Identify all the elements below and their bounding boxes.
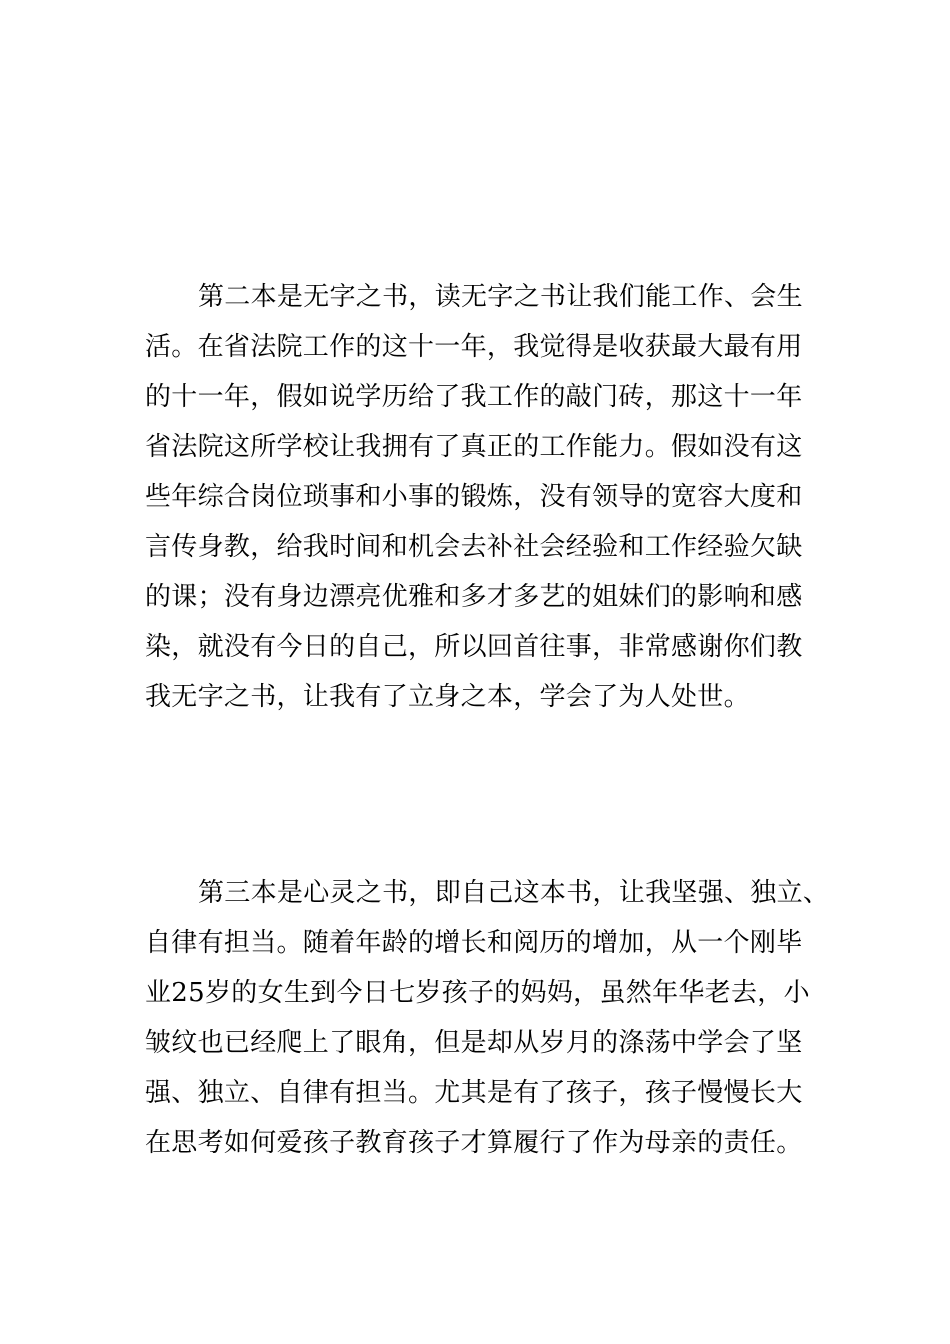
- paragraph-first-book: [145, 272, 845, 722]
- paragraph-line: 活。在省法院工作的这十一年，我觉得是收获最大最有用: [145, 332, 803, 362]
- paragraph-line: 强、独立、自律有担当。尤其是有了孩子，孩子慢慢长大: [145, 1078, 803, 1108]
- paragraph-third-book: [145, 868, 845, 1168]
- paragraph-line: 染，就没有今日的自己，所以回首往事，非常感谢你们教: [145, 632, 803, 662]
- paragraph-line: 皱纹也已经爬上了眼角，但是却从岁月的涤荡中学会了坚: [145, 1028, 803, 1058]
- paragraph-line: 省法院这所学校让我拥有了真正的工作能力。假如没有这: [145, 432, 803, 462]
- paragraph-line: 的十一年，假如说学历给了我工作的敲门砖，那这十一年: [145, 382, 803, 412]
- paragraph-line: 业25岁的女生到今日七岁孩子的妈妈，虽然年华老去，小: [145, 978, 810, 1008]
- paragraph-line: 第三本是心灵之书，即自己这本书，让我坚强、独立、: [198, 878, 830, 908]
- paragraph-line: 的课；没有身边漂亮优雅和多才多艺的姐妹们的影响和感: [145, 582, 803, 612]
- paragraph-line: 在思考如何爱孩子教育孩子才算履行了作为母亲的责任。: [145, 1128, 803, 1158]
- paragraph-line: 第二本是无字之书，读无字之书让我们能工作、会生: [198, 282, 803, 312]
- paragraph-line: 言传身教，给我时间和机会去补社会经验和工作经验欠缺: [145, 532, 803, 562]
- paragraph-line: 自律有担当。随着年龄的增长和阅历的增加，从一个刚毕: [145, 928, 803, 958]
- paragraph-line: 些年综合岗位琐事和小事的锻炼，没有领导的宽容大度和: [145, 482, 803, 512]
- paragraph-line: 我无字之书，让我有了立身之本，学会了为人处世。: [145, 682, 750, 712]
